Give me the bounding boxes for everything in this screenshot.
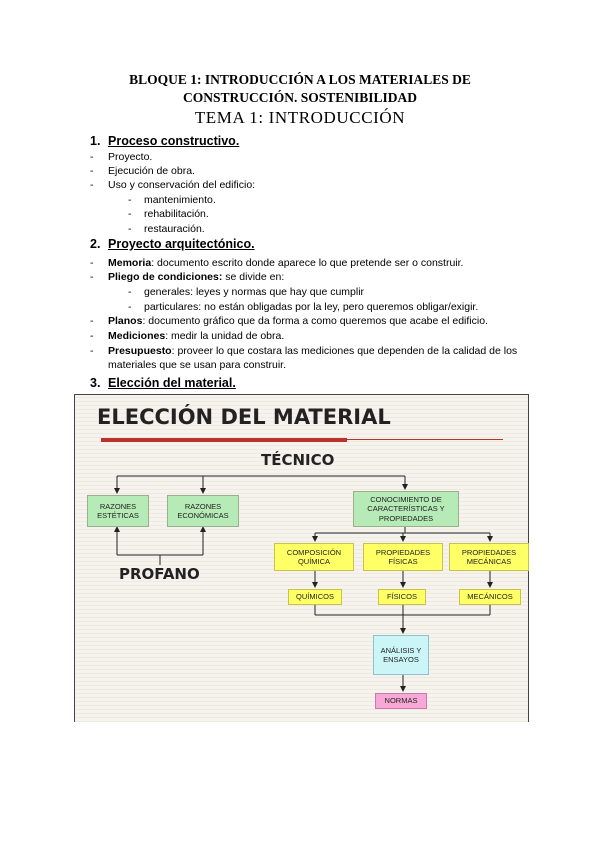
profano-label: PROFANO [119, 565, 200, 583]
propiedades-mecanicas-box: PROPIEDADES MECÁNICAS [449, 543, 529, 571]
composicion-quimica-box: COMPOSICIÓN QUÍMICA [274, 543, 354, 571]
propiedades-fisicas-box: PROPIEDADES FÍSICAS [363, 543, 443, 571]
topic-title: TEMA 1: INTRODUCCIÓN [194, 108, 406, 127]
conocimiento-box: CONOCIMIENTO DE CARACTERÍSTICAS Y PROPIEDADES [353, 491, 459, 527]
section-3-heading [90, 376, 236, 390]
normas-box: NORMAS [375, 693, 427, 709]
diagram-title: ELECCIÓN DEL MATERIAL [97, 405, 391, 429]
material-selection-diagram [74, 394, 529, 722]
mecanicos-box: MECÁNICOS [459, 589, 521, 605]
block-title-line1: BLOQUE 1: INTRODUCCIÓN A LOS MATERIALES DE [129, 72, 471, 87]
section-2-title: Proyecto arquitectónico. [108, 237, 255, 251]
section-1-heading [90, 134, 239, 148]
section-1-number: 1. [90, 134, 101, 148]
razones-esteticas-box: RAZONES ESTÉTICAS [87, 495, 149, 527]
section-2-number: 2. [90, 237, 101, 251]
section-3-title: Elección del material. [108, 376, 236, 390]
block-title-line2: CONSTRUCCIÓN. SOSTENIBILIDAD [182, 90, 418, 105]
section-3-number: 3. [90, 376, 101, 390]
fisicos-box: FÍSICOS [378, 589, 426, 605]
block-title [60, 71, 540, 107]
tecnico-label: TÉCNICO [261, 451, 335, 469]
section-1-title: Proceso constructivo. [108, 134, 240, 148]
razones-economicas-box: RAZONES ECONÓMICAS [167, 495, 239, 527]
analisis-ensayos-box: ANÁLISIS Y ENSAYOS [373, 635, 429, 675]
section-2-heading [90, 237, 255, 251]
quimicos-box: QUÍMICOS [288, 589, 342, 605]
